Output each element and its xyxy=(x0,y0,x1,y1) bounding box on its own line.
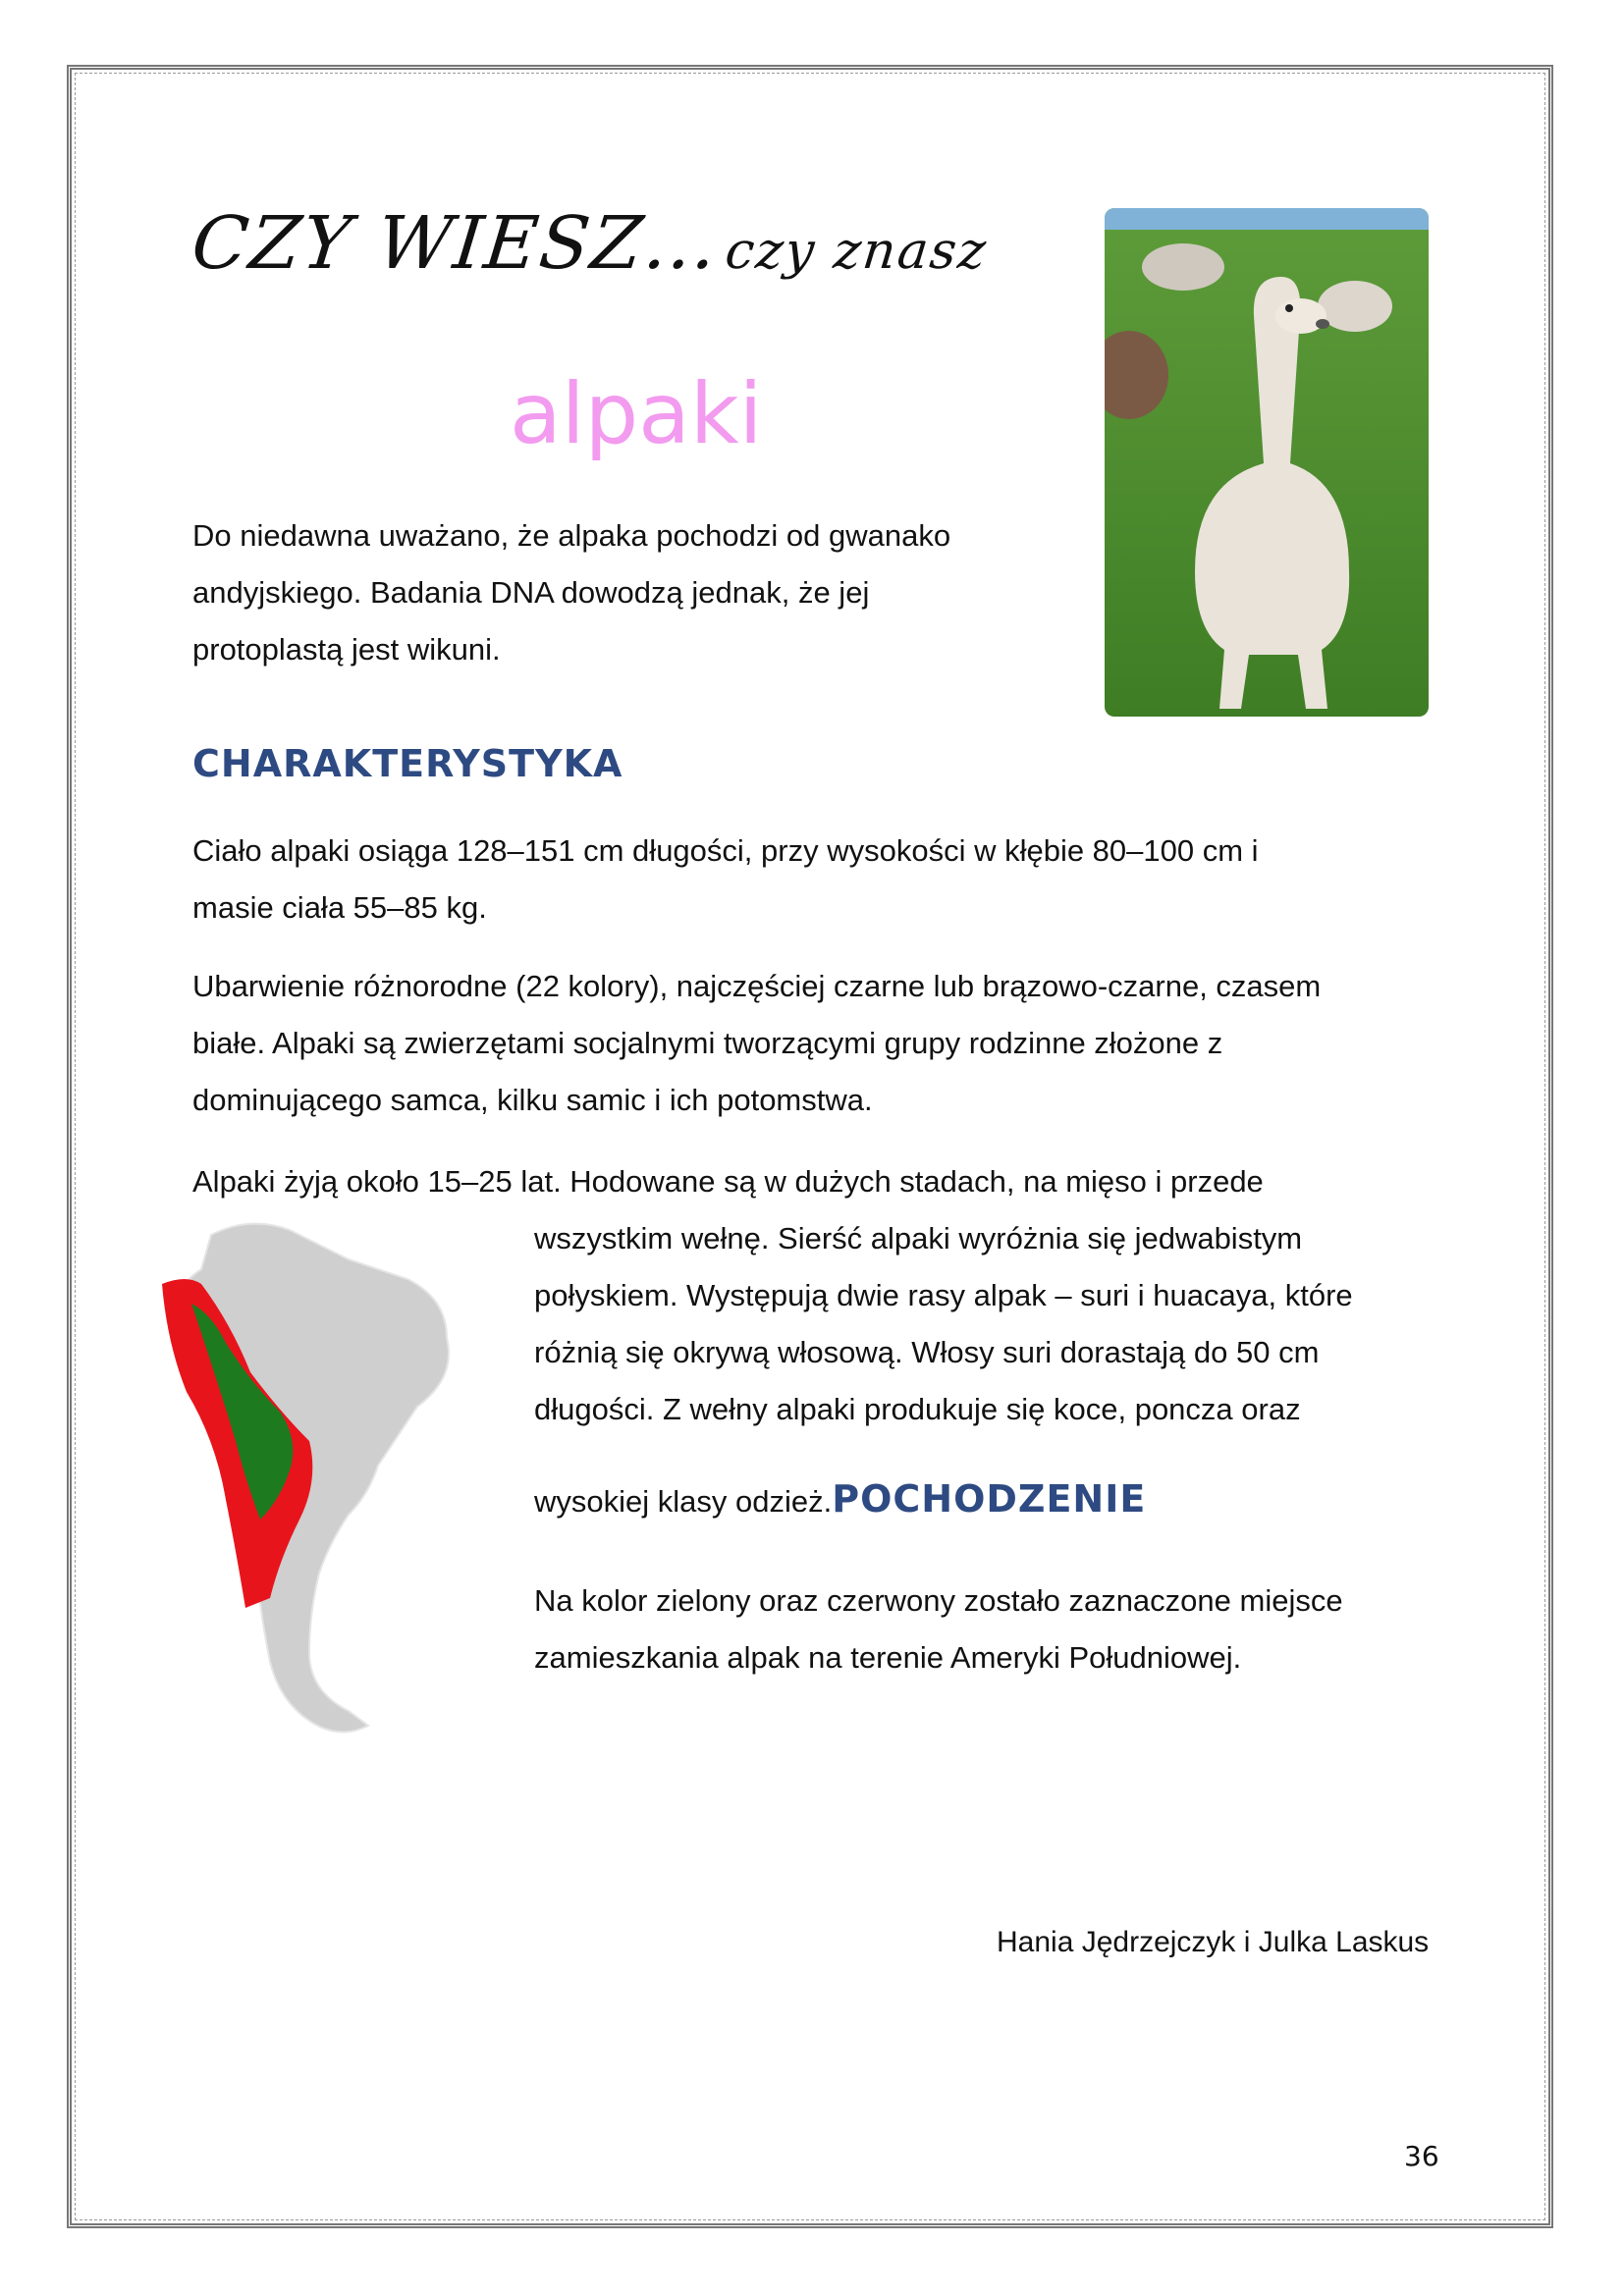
origin-line-2: zamieszkania alpak na terenie Ameryki Południowej. xyxy=(534,1640,1242,1675)
alpaca-photo-illustration xyxy=(1105,208,1429,717)
section-heading-charakterystyka: CHARAKTERYSTYKA xyxy=(192,742,623,785)
paragraph-wool xyxy=(534,1210,1353,1438)
para3-line-last-row xyxy=(534,1470,1146,1530)
intro-line-1: Do niedawna uważano, że alpaka pochodzi od gwanako xyxy=(192,518,951,553)
para1-line-1: Ciało alpaki osiąga 128–151 cm długości, przy wysokości w kłębie 80–100 cm i xyxy=(192,833,1259,868)
para2-line-2: białe. Alpaki są zwierzętami socjalnymi tworzącymi grupy rodzinne złożone z xyxy=(192,1026,1223,1060)
para3-line-last: wysokiej klasy odzież. xyxy=(534,1484,833,1519)
para3-line-first: Alpaki żyją około 15–25 lat. Hodowane są w dużych stadach, na mięso i przede xyxy=(192,1164,1264,1199)
page-title xyxy=(188,201,992,286)
title-sub-text: czy znasz xyxy=(722,222,991,281)
authors: Hania Jędrzejczyk i Julka Laskus xyxy=(997,1926,1430,1958)
origin-line-1: Na kolor zielony oraz czerwony zostało zaznaczone miejsce xyxy=(534,1583,1343,1618)
paragraph-coloring xyxy=(192,958,1321,1129)
intro-line-3: protoplastą jest wikuni. xyxy=(192,632,501,667)
para1-line-2: masie ciała 55–85 kg. xyxy=(192,890,487,925)
south-america-map xyxy=(152,1215,486,1745)
section-heading-pochodzenie: POCHODZENIE xyxy=(832,1477,1147,1521)
subject-title: alpaki xyxy=(510,365,763,463)
south-america-map-svg xyxy=(152,1215,486,1745)
para3-line-3: różnią się okrywą włosową. Włosy suri dorastają do 50 cm xyxy=(534,1335,1320,1369)
intro-line-2: andyjskiego. Badania DNA dowodzą jednak, że jej xyxy=(192,575,870,610)
para2-line-3: dominującego samca, kilku samic i ich potomstwa. xyxy=(192,1083,873,1117)
para3-line-4: długości. Z wełny alpaki produkuje się koce, poncza oraz xyxy=(534,1392,1301,1426)
para3-line-1: wszystkim wełnę. Sierść alpaki wyróżnia się jedwabistym xyxy=(534,1221,1303,1255)
page-number: 36 xyxy=(1404,2140,1439,2172)
para2-line-1: Ubarwienie różnorodne (22 kolory), najczęściej czarne lub brązowo-czarne, czasem xyxy=(192,969,1322,1003)
alpaca-photo xyxy=(1105,208,1429,717)
paragraph-body-size xyxy=(192,823,1259,936)
paragraph-origin xyxy=(534,1573,1343,1686)
para3-line-2: połyskiem. Występują dwie rasy alpak – suri i huacaya, które xyxy=(534,1278,1353,1312)
intro-paragraph xyxy=(192,507,950,678)
title-main-text: CZY WIESZ… xyxy=(188,201,724,286)
